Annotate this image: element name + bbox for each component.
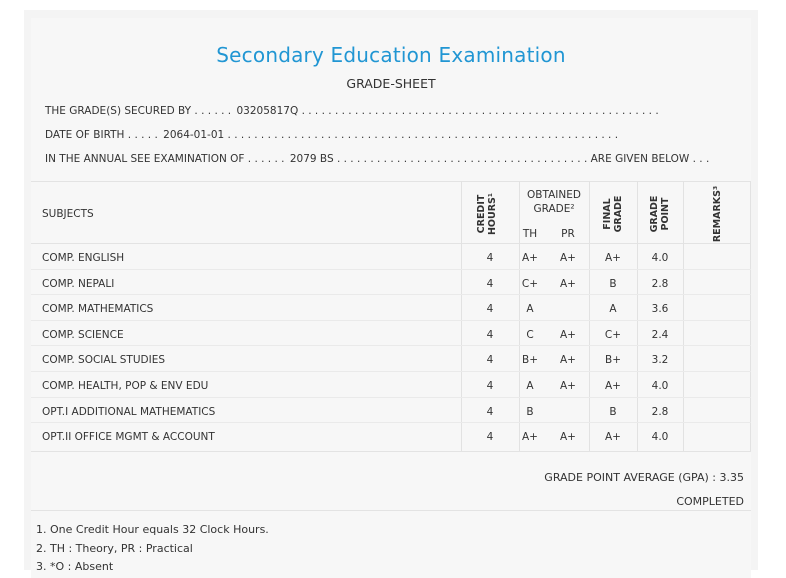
dob-label: DATE OF BIRTH . . . . . [45, 129, 158, 141]
remarks-header [704, 179, 730, 249]
col-line [750, 181, 751, 451]
header-line: FINAL [602, 198, 613, 230]
final-grade-cell: A [609, 303, 617, 316]
final-grade-cell: A+ [605, 431, 621, 444]
pr-header: PR [561, 228, 575, 240]
credit-hours-cell: 4 [486, 405, 494, 418]
exam-line [45, 153, 709, 165]
pr-grade-cell: A+ [560, 277, 576, 290]
divider [31, 510, 751, 511]
dots: . . . . . . . . . . . . . . . . . . . . . . . . . . . . . . . . . . . . . . [336, 153, 588, 165]
th-grade-cell: C [526, 328, 534, 341]
credit-hours-cell: 4 [486, 303, 494, 316]
col-line [683, 181, 684, 451]
subject-cell: COMP. HEALTH, POP & ENV EDU [42, 380, 209, 392]
th-grade-cell: B [526, 405, 534, 418]
exam-label: IN THE ANNUAL SEE EXAMINATION OF . . . . . . [45, 153, 285, 165]
subject-cell: OPT.I ADDITIONAL MATHEMATICS [42, 405, 216, 418]
dots: . . . . . . . . . . . . . . . . . . . . . . . . . . . . . . . . . . . . . . . . . . . . . . . . . . . . . . . . . . . [227, 129, 619, 141]
subject-cell: OPT.II OFFICE MGMT & ACCOUNT [42, 431, 215, 444]
row-divider [31, 269, 751, 270]
final-grade-cell: B [609, 277, 617, 290]
given-below: ARE GIVEN BELOW . . . [590, 153, 710, 165]
final-grade-cell: B [609, 405, 617, 418]
exam-year: 2079 BS [289, 153, 334, 165]
subject-cell: COMP. ENGLISH [42, 252, 125, 264]
dob-value: 2064-01-01 [163, 129, 225, 141]
pr-grade-cell: A+ [560, 380, 576, 392]
obtained-grade-header [519, 188, 589, 216]
pr-grade-cell: A+ [560, 328, 576, 341]
grade-point-header [647, 179, 673, 249]
subject-cell: COMP. NEPALI [42, 277, 115, 290]
row-divider [31, 371, 751, 372]
grade-point-cell: 3.6 [651, 303, 669, 316]
grade-point-cell: 4.0 [651, 431, 669, 444]
credit-hours-cell: 4 [486, 277, 494, 290]
symbol-number: 03205817Q [236, 105, 299, 117]
credit-hours-cell: 4 [486, 431, 494, 444]
student-line [45, 105, 659, 117]
header-line: REMARKS³ [711, 185, 723, 243]
header-line: CREDIT [476, 194, 487, 234]
th-grade-cell: A [526, 380, 534, 392]
pr-grade-cell: A+ [560, 431, 576, 444]
header-line: OBTAINED [527, 189, 581, 201]
result-status: COMPLETED [676, 495, 744, 508]
subjects-header: SUBJECTS [42, 208, 94, 220]
subject-cell: COMP. MATHEMATICS [42, 303, 154, 316]
row-divider [31, 294, 751, 295]
th-grade-cell: A [526, 303, 534, 316]
row-divider [31, 397, 751, 398]
final-grade-header [600, 179, 626, 249]
pr-grade-cell: A+ [560, 252, 576, 264]
header-line: HOURS¹ [487, 192, 498, 236]
grade-point-cell: 2.8 [651, 277, 669, 290]
final-grade-cell: A+ [605, 380, 621, 392]
pr-grade-cell: A+ [560, 354, 576, 367]
divider [31, 451, 751, 452]
secured-by-label: THE GRADE(S) SECURED BY . . . . . . [45, 105, 232, 117]
final-grade-cell: C+ [604, 328, 622, 341]
credit-hours-cell: 4 [486, 380, 494, 392]
final-grade-cell: A+ [605, 252, 621, 264]
th-grade-cell: A+ [522, 252, 538, 264]
divider [31, 181, 751, 182]
subject-cell: COMP. SOCIAL STUDIES [42, 354, 166, 367]
credit-hours-cell: 4 [486, 252, 494, 264]
divider [31, 243, 751, 244]
gpa: GRADE POINT AVERAGE (GPA) : 3.35 [544, 471, 744, 484]
credit-hours-cell: 4 [486, 328, 494, 341]
final-grade-cell: B+ [604, 354, 621, 367]
header-line: POINT [660, 197, 671, 231]
header-line: GRADE [613, 195, 624, 233]
exam-title: Secondary Education Examination [216, 43, 566, 67]
grade-point-cell: 4.0 [651, 380, 669, 392]
grade-point-cell: 2.8 [651, 405, 669, 418]
dob-line [45, 129, 618, 141]
header-line: GRADE [649, 195, 660, 233]
sheet-subtitle: GRADE-SHEET [346, 76, 436, 91]
row-divider [31, 345, 751, 346]
gradesheet-panel [31, 18, 751, 578]
th-grade-cell: B+ [521, 354, 538, 367]
dots: . . . . . . . . . . . . . . . . . . . . . . . . . . . . . . . . . . . . . . . . . . . . . . . . . . . . . . [301, 105, 659, 117]
subject-cell: COMP. SCIENCE [42, 328, 124, 341]
note-1: 1. One Credit Hour equals 32 Clock Hours. [36, 523, 269, 536]
header-line: GRADE² [533, 203, 575, 215]
grade-point-cell: 2.4 [651, 328, 669, 341]
note-2: 2. TH : Theory, PR : Practical [36, 542, 193, 555]
grade-point-cell: 3.2 [651, 354, 669, 367]
row-divider [31, 320, 751, 321]
th-grade-cell: C+ [521, 277, 539, 290]
note-3: 3. *O : Absent [36, 560, 114, 573]
credit-hours-header [474, 179, 500, 249]
grade-point-cell: 4.0 [651, 252, 669, 264]
credit-hours-cell: 4 [486, 354, 494, 367]
row-divider [31, 422, 751, 423]
th-grade-cell: A+ [522, 431, 538, 444]
th-header: TH [522, 228, 538, 240]
